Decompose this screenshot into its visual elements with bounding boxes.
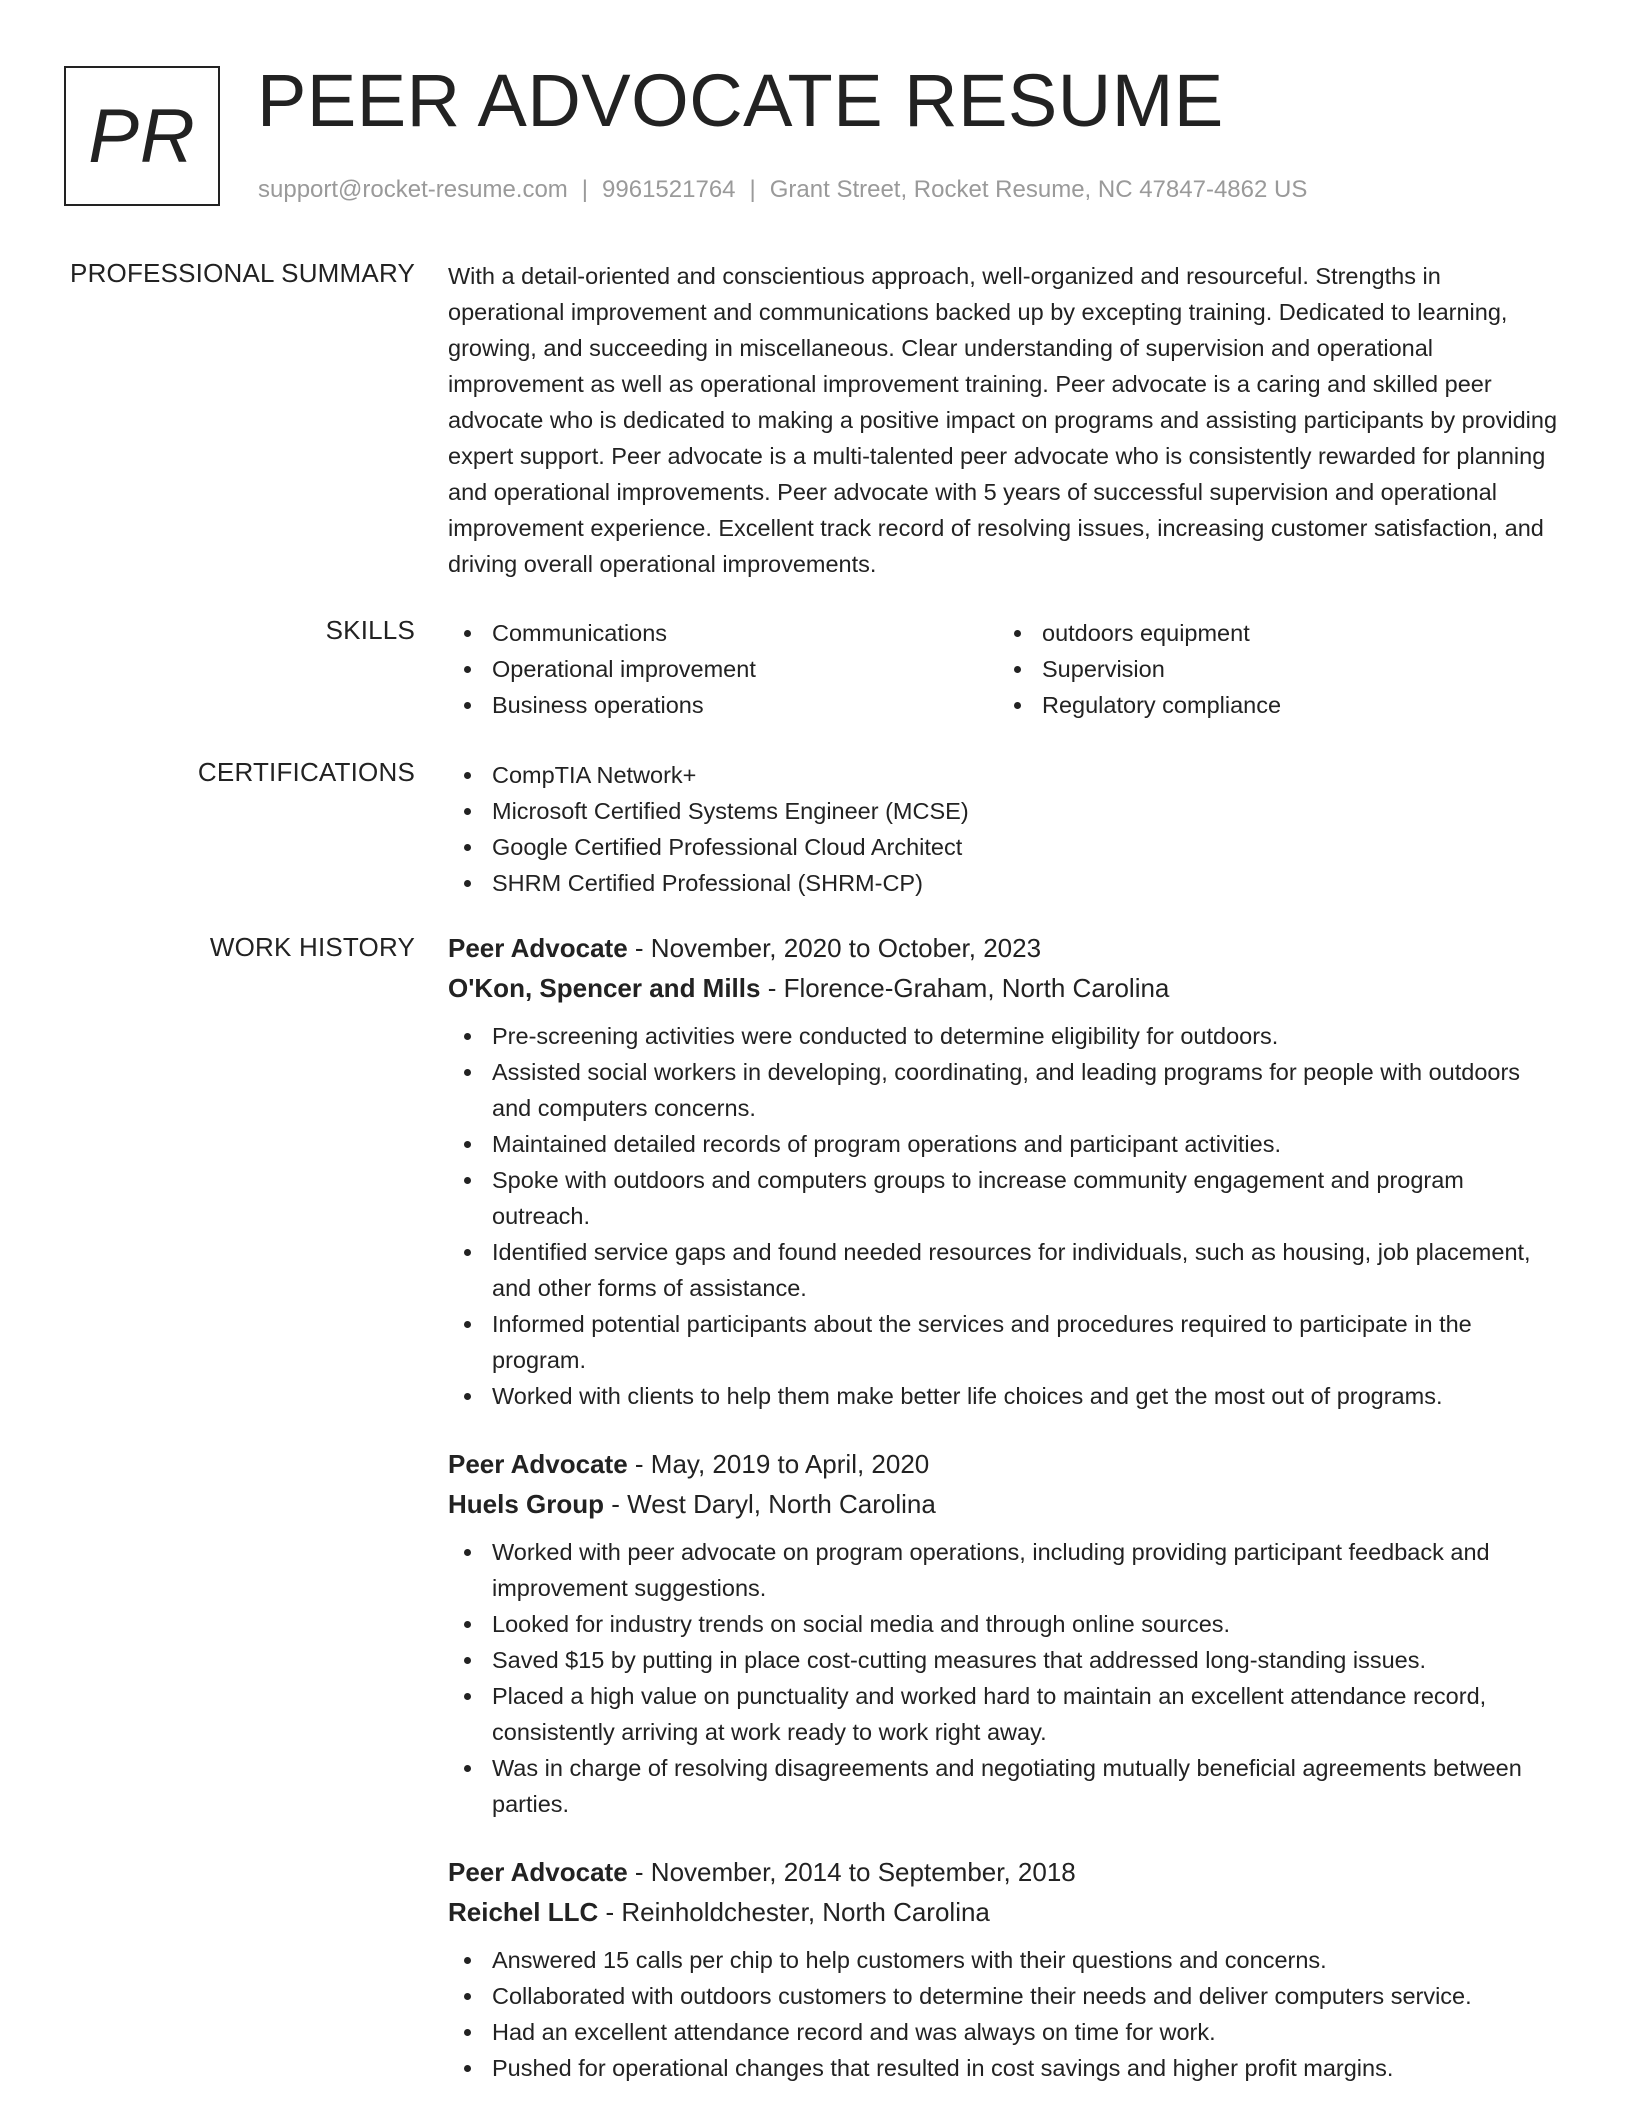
job-duty: Saved $15 by putting in place cost-cutting measures that addressed long-standing issues. bbox=[448, 1642, 1560, 1678]
job-duty: Collaborated with outdoors customers to determine their needs and deliver computers service. bbox=[448, 1978, 1560, 2014]
job-company: Reichel LLC bbox=[448, 1897, 599, 1927]
skills-list-left bbox=[448, 615, 998, 723]
job-title: Peer Advocate bbox=[448, 1857, 628, 1887]
certification-item: CompTIA Network+ bbox=[448, 757, 1560, 793]
section-label-skills: SKILLS bbox=[325, 615, 415, 645]
job-title-line: Peer Advocate - November, 2014 to September, 2018 bbox=[448, 1857, 1076, 1887]
job-duty: Identified service gaps and found needed resources for individuals, such as housing, job placement, and other forms of assistance. bbox=[448, 1234, 1560, 1306]
resume-header bbox=[64, 59, 1584, 214]
contact-separator: | bbox=[581, 176, 589, 203]
contact-phone: 9961521764 bbox=[602, 176, 736, 203]
job-company-line: O'Kon, Spencer and Mills - Florence-Graham, North Carolina bbox=[448, 973, 1170, 1003]
job-company: O'Kon, Spencer and Mills bbox=[448, 973, 761, 1003]
job-entry bbox=[448, 928, 1560, 1414]
certification-item: Microsoft Certified Systems Engineer (MCSE) bbox=[448, 793, 1560, 829]
summary-text: With a detail-oriented and conscientious approach, well-organized and resourceful. Strengths in operational improvement and communications backed up by excepting training. Dedicated to learning, growing, and succeeding in miscellaneous. Clear understanding of supervision and operational improvement as well as operational improvement training. Peer advocate is a caring and skilled peer advocate who is dedicated to making a positive impact on programs and assisting participants by providing expert support. Peer advocate is a multi-talented peer advocate who is consistently rewarded for planning and operational improvements. Peer advocate with 5 years of successful supervision and operational improvement experience. Excellent track record of resolving issues, increasing customer satisfaction, and driving overall operational improvements. bbox=[448, 263, 1558, 577]
skill-item: Operational improvement bbox=[448, 651, 998, 687]
job-duty: Assisted social workers in developing, coordinating, and leading programs for people with outdoors and computers concerns. bbox=[448, 1054, 1560, 1126]
monogram-logo: PR bbox=[64, 66, 220, 206]
job-duty: Answered 15 calls per chip to help customers with their questions and concerns. bbox=[448, 1942, 1560, 1978]
section-label-certifications: CERTIFICATIONS bbox=[197, 757, 415, 787]
certification-item: Google Certified Professional Cloud Architect bbox=[448, 829, 1560, 865]
job-duties-list bbox=[448, 1018, 1560, 1414]
job-dates: November, 2020 to October, 2023 bbox=[650, 933, 1042, 963]
skills-list-right bbox=[998, 615, 1548, 723]
job-duties-list bbox=[448, 1942, 1560, 2086]
job-company-line: Reichel LLC - Reinholdchester, North Carolina bbox=[448, 1897, 990, 1927]
certifications-body bbox=[448, 757, 1560, 901]
skills-grid bbox=[448, 615, 1560, 723]
job-duty: Pushed for operational changes that resulted in cost savings and higher profit margins. bbox=[448, 2050, 1560, 2086]
job-duties-list bbox=[448, 1534, 1560, 1822]
job-location: Florence-Graham, North Carolina bbox=[783, 973, 1170, 1003]
job-company: Huels Group bbox=[448, 1489, 605, 1519]
job-duty: Was in charge of resolving disagreements and negotiating mutually beneficial agreements between parties. bbox=[448, 1750, 1560, 1822]
job-location: Reinholdchester, North Carolina bbox=[621, 1897, 990, 1927]
job-entry bbox=[448, 1444, 1560, 1822]
job-duty: Worked with clients to help them make better life choices and get the most out of programs. bbox=[448, 1378, 1560, 1414]
contact-separator: | bbox=[749, 176, 756, 203]
job-dates: November, 2014 to September, 2018 bbox=[650, 1857, 1076, 1887]
job-title-line: Peer Advocate - May, 2019 to April, 2020 bbox=[448, 1449, 930, 1479]
job-duty: Had an excellent attendance record and was always on time for work. bbox=[448, 2014, 1560, 2050]
job-duty: Informed potential participants about the services and procedures required to participate in the program. bbox=[448, 1306, 1560, 1378]
job-title: Peer Advocate bbox=[448, 933, 628, 963]
summary-body bbox=[448, 258, 1560, 582]
job-duty: Spoke with outdoors and computers groups to increase community engagement and program outreach. bbox=[448, 1162, 1560, 1234]
job-duty: Maintained detailed records of program operations and participant activities. bbox=[448, 1126, 1560, 1162]
job-location: West Daryl, North Carolina bbox=[627, 1489, 936, 1519]
resume-title: PEER ADVOCATE RESUME bbox=[257, 59, 1224, 142]
job-duty: Pre-screening activities were conducted to determine eligibility for outdoors. bbox=[448, 1018, 1560, 1054]
job-duty: Placed a high value on punctuality and worked hard to maintain an excellent attendance record, consistently arriving at work ready to work right away. bbox=[448, 1678, 1560, 1750]
skill-item: Communications bbox=[448, 615, 998, 651]
certifications-list bbox=[448, 757, 1560, 901]
contact-line bbox=[258, 176, 1307, 204]
job-entry bbox=[448, 1852, 1560, 2086]
skill-item: Supervision bbox=[998, 651, 1548, 687]
work-history-body bbox=[448, 928, 1560, 2116]
job-dates: May, 2019 to April, 2020 bbox=[650, 1449, 930, 1479]
skill-item: Regulatory compliance bbox=[998, 687, 1548, 723]
skill-item: Business operations bbox=[448, 687, 998, 723]
contact-address: Grant Street, Rocket Resume, NC 47847-4862 US bbox=[769, 176, 1308, 203]
contact-email: support@rocket-resume.com bbox=[258, 176, 568, 203]
job-title-line: Peer Advocate - November, 2020 to October, 2023 bbox=[448, 933, 1042, 963]
skills-body bbox=[448, 615, 1560, 723]
job-title: Peer Advocate bbox=[448, 1449, 628, 1479]
skill-item: outdoors equipment bbox=[998, 615, 1548, 651]
job-duty: Worked with peer advocate on program operations, including providing participant feedback and improvement suggestions. bbox=[448, 1534, 1560, 1606]
job-company-line: Huels Group - West Daryl, North Carolina bbox=[448, 1489, 936, 1519]
section-label-summary: PROFESSIONAL SUMMARY bbox=[70, 258, 415, 288]
job-duty: Looked for industry trends on social media and through online sources. bbox=[448, 1606, 1560, 1642]
certification-item: SHRM Certified Professional (SHRM-CP) bbox=[448, 865, 1560, 901]
section-label-work-history: WORK HISTORY bbox=[209, 932, 415, 962]
